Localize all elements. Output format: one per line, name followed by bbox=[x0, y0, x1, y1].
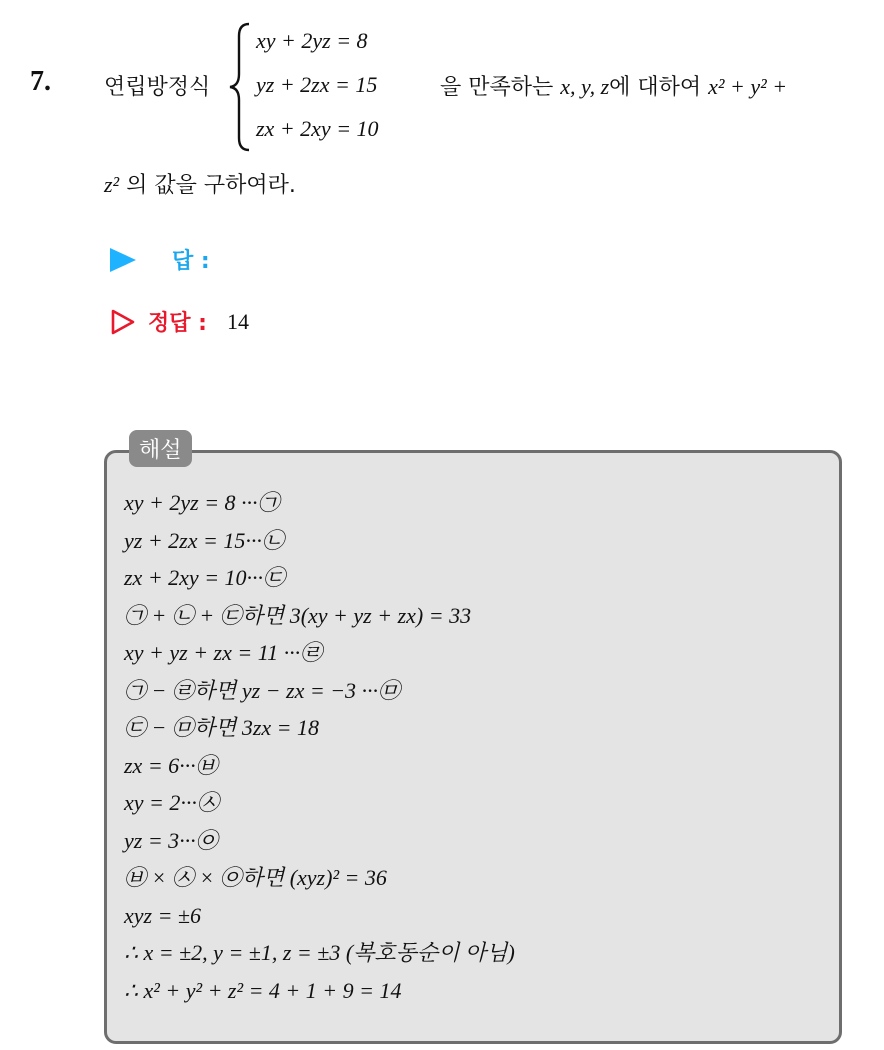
solution-line: ㉠ + ㉡ + ㉢하면 3(xy + yz + zx) = 33 bbox=[124, 602, 472, 628]
answer-row bbox=[110, 244, 210, 275]
solution-line: xyz = ±6 bbox=[124, 902, 202, 928]
system-equation-2: yz + 2zx = 15 bbox=[256, 72, 378, 97]
solution-line: ㉢ − ㉤하면 3zx = 18 bbox=[124, 715, 320, 740]
question-tail-text2: 에 대하여 bbox=[609, 75, 702, 100]
answer-label: 답 : bbox=[172, 249, 210, 274]
solution-line: ∴ x = ±2, y = ±1, z = ±3 (복호동순이 아님) bbox=[124, 940, 515, 965]
solution-line: yz = 3···㉧ bbox=[124, 827, 218, 853]
solution-line: zx = 6···㉥ bbox=[124, 752, 218, 778]
question-z-squared: z² bbox=[104, 172, 120, 197]
question-tail-text: 을 만족하는 bbox=[440, 75, 554, 100]
solution-line: xy + 2yz = 8 ···㉠ bbox=[124, 490, 280, 515]
left-brace-icon bbox=[227, 22, 253, 152]
solution-line: xy + yz + zx = 11 ···㉣ bbox=[124, 640, 323, 665]
question-variables: x, y, z bbox=[560, 74, 610, 99]
system-equation-3: zx + 2xy = 10 bbox=[256, 116, 379, 141]
question-line2 bbox=[104, 168, 296, 199]
correct-answer-label: 정답 : bbox=[148, 311, 207, 336]
correct-answer-row bbox=[110, 306, 249, 337]
play-filled-icon bbox=[110, 248, 136, 272]
solution-tab: 해설 bbox=[129, 430, 192, 467]
solution-line: ∴ x² + y² + z² = 4 + 1 + 9 = 14 bbox=[124, 977, 402, 1003]
question-number: 7. bbox=[30, 66, 51, 97]
question-lead-text: 연립방정식 bbox=[104, 75, 211, 100]
question-line2-text: 의 값을 구하여라. bbox=[126, 173, 296, 198]
question-sum-expr: x² + y² + bbox=[708, 74, 788, 99]
solution-lines bbox=[124, 484, 515, 1009]
question-tail bbox=[440, 70, 787, 101]
play-outline-icon bbox=[110, 309, 136, 335]
system-equation-1: xy + 2yz = 8 bbox=[256, 28, 368, 53]
solution-line: xy = 2···㉦ bbox=[124, 790, 219, 815]
correct-answer-value: 14 bbox=[226, 308, 249, 334]
solution-line: zx + 2xy = 10···㉢ bbox=[124, 565, 286, 590]
solution-line: ㉠ − ㉣하면 yz − zx = −3 ···㉤ bbox=[124, 677, 401, 703]
solution-line: yz + 2zx = 15···㉡ bbox=[124, 527, 284, 553]
solution-line: ㉥ × ㉦ × ㉧하면 (xyz)² = 36 bbox=[124, 865, 387, 890]
